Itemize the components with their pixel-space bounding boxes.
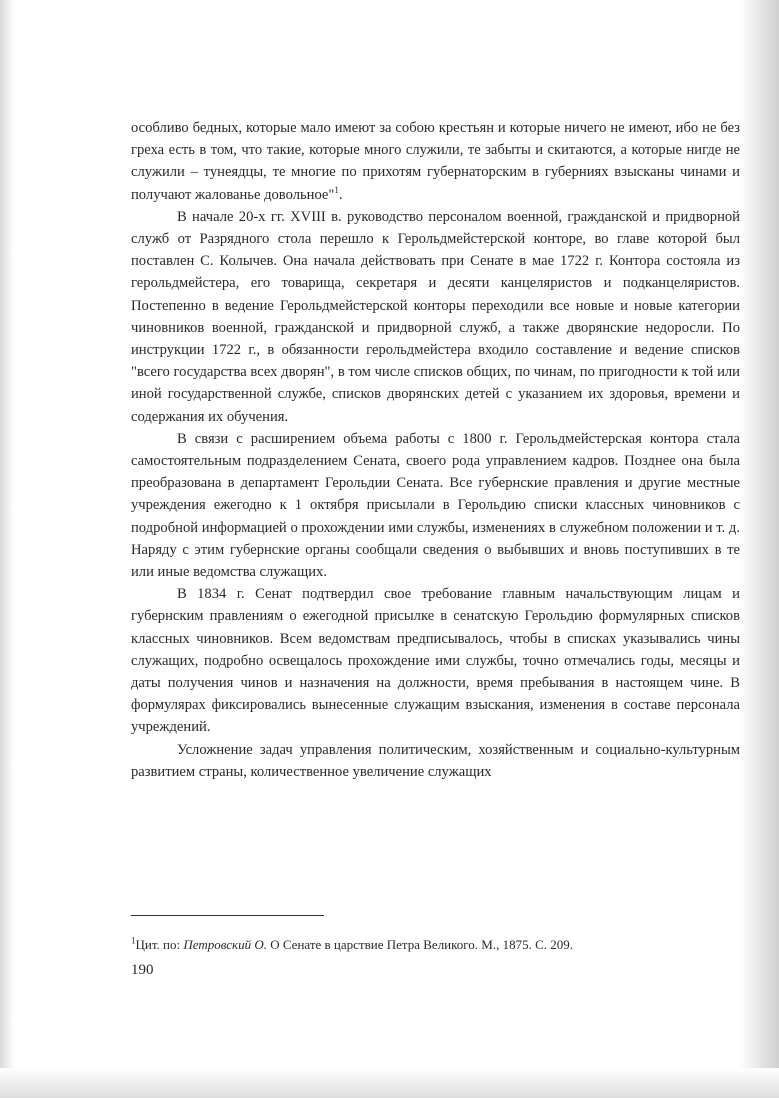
footnote-prefix: Цит. по: [135,937,181,952]
footnote-source: О Сенате в царствие Петра Великого. М., 1875. С. 209. [270,937,574,952]
scan-edge-left [0,0,14,1098]
page-number: 190 [131,962,154,978]
paragraph: Усложнение задач управления политическим, хозяйственным и социально-культурным развитием страны, количественное увеличение служащих [131,741,740,780]
footnote-divider [131,915,324,916]
footnote-number: 1 [131,935,136,946]
footnote [131,937,751,953]
footnote-reference: 1 [334,184,339,195]
paragraph: В связи с расширением объема работы с 1800 г. Герольдмейстерская контора стала самостоятельным подразделением Сената, своего рода управлением кадров. Позднее она была преобразована в департамент Герольдии Сената. Все губернские правления и другие местные учреждения ежегодно к 1 октября присылали в Герольдию списки классных чиновников с подробной информацией о прохождении ими службы, изменениях в служебном положении и т. д. Наряду с этим губернские органы сообщали сведения о выбывших и вновь поступивших в те или иные ведомства служащих. [131,430,740,581]
paragraph-continued: особливо бедных, которые мало имеют за собою крестьян и которые ничего не имеют, ибо не без греха есть в том, что такие, которые много служили, те забыты и скитаются, а которые нигде не служили – тунеядцы, те многие по прихотям губернаторским в губерниях взысканы чинами и получают жалованье довольное"$^1$. [131,120,740,203]
paragraph: В начале 20-х гг. XVIII в. руководство персоналом военной, гражданской и придворной служб от Разрядного стола перешло к Герольдмейстерской конторе, во главе которой был поставлен С. Колычев. Она начала действовать при Сенате в мае 1722 г. Контора состояла из герольдмейстера, его товарища, секретаря и десяти канцеляристов и подканцеляристов. Постепенно в ведение Герольдмейстерской конторы переходили все новые и новые категории чиновников военной, гражданской и придворной служб, а также дворянские недоросли. По инструкции 1722 г., в обязанности герольдмейстера входило составление и ведение списков "всего государства всех дворян", в том числе списков общих, по чинам, по пригодности к той или иной государственной службе, списков дворянских детей с указанием их здоровья, времени и содержания их обучения. [131,208,740,425]
paragraph: В 1834 г. Сенат подтвердил свое требование главным начальствующим лицам и губернским правлениям о ежегодной присылке в сенатскую Герольдию формулярных списков классных чиновников. Всем ведомствам предписывалось, чтобы в списках указывались чины служащих, подробно освещалось прохождение ими службы, точно отмечались годы, месяцы и даты получения чинов и назначения на должности, время пребывания в настоящем чине. В формулярах фиксировались вынесенные служащим взыскания, изменения в составе персонала учреждений. [131,586,740,736]
scan-edge-right [739,0,779,1098]
body-text [131,117,740,783]
footnote-author: Петровский О. [183,937,267,952]
scan-edge-bottom [0,1068,779,1098]
